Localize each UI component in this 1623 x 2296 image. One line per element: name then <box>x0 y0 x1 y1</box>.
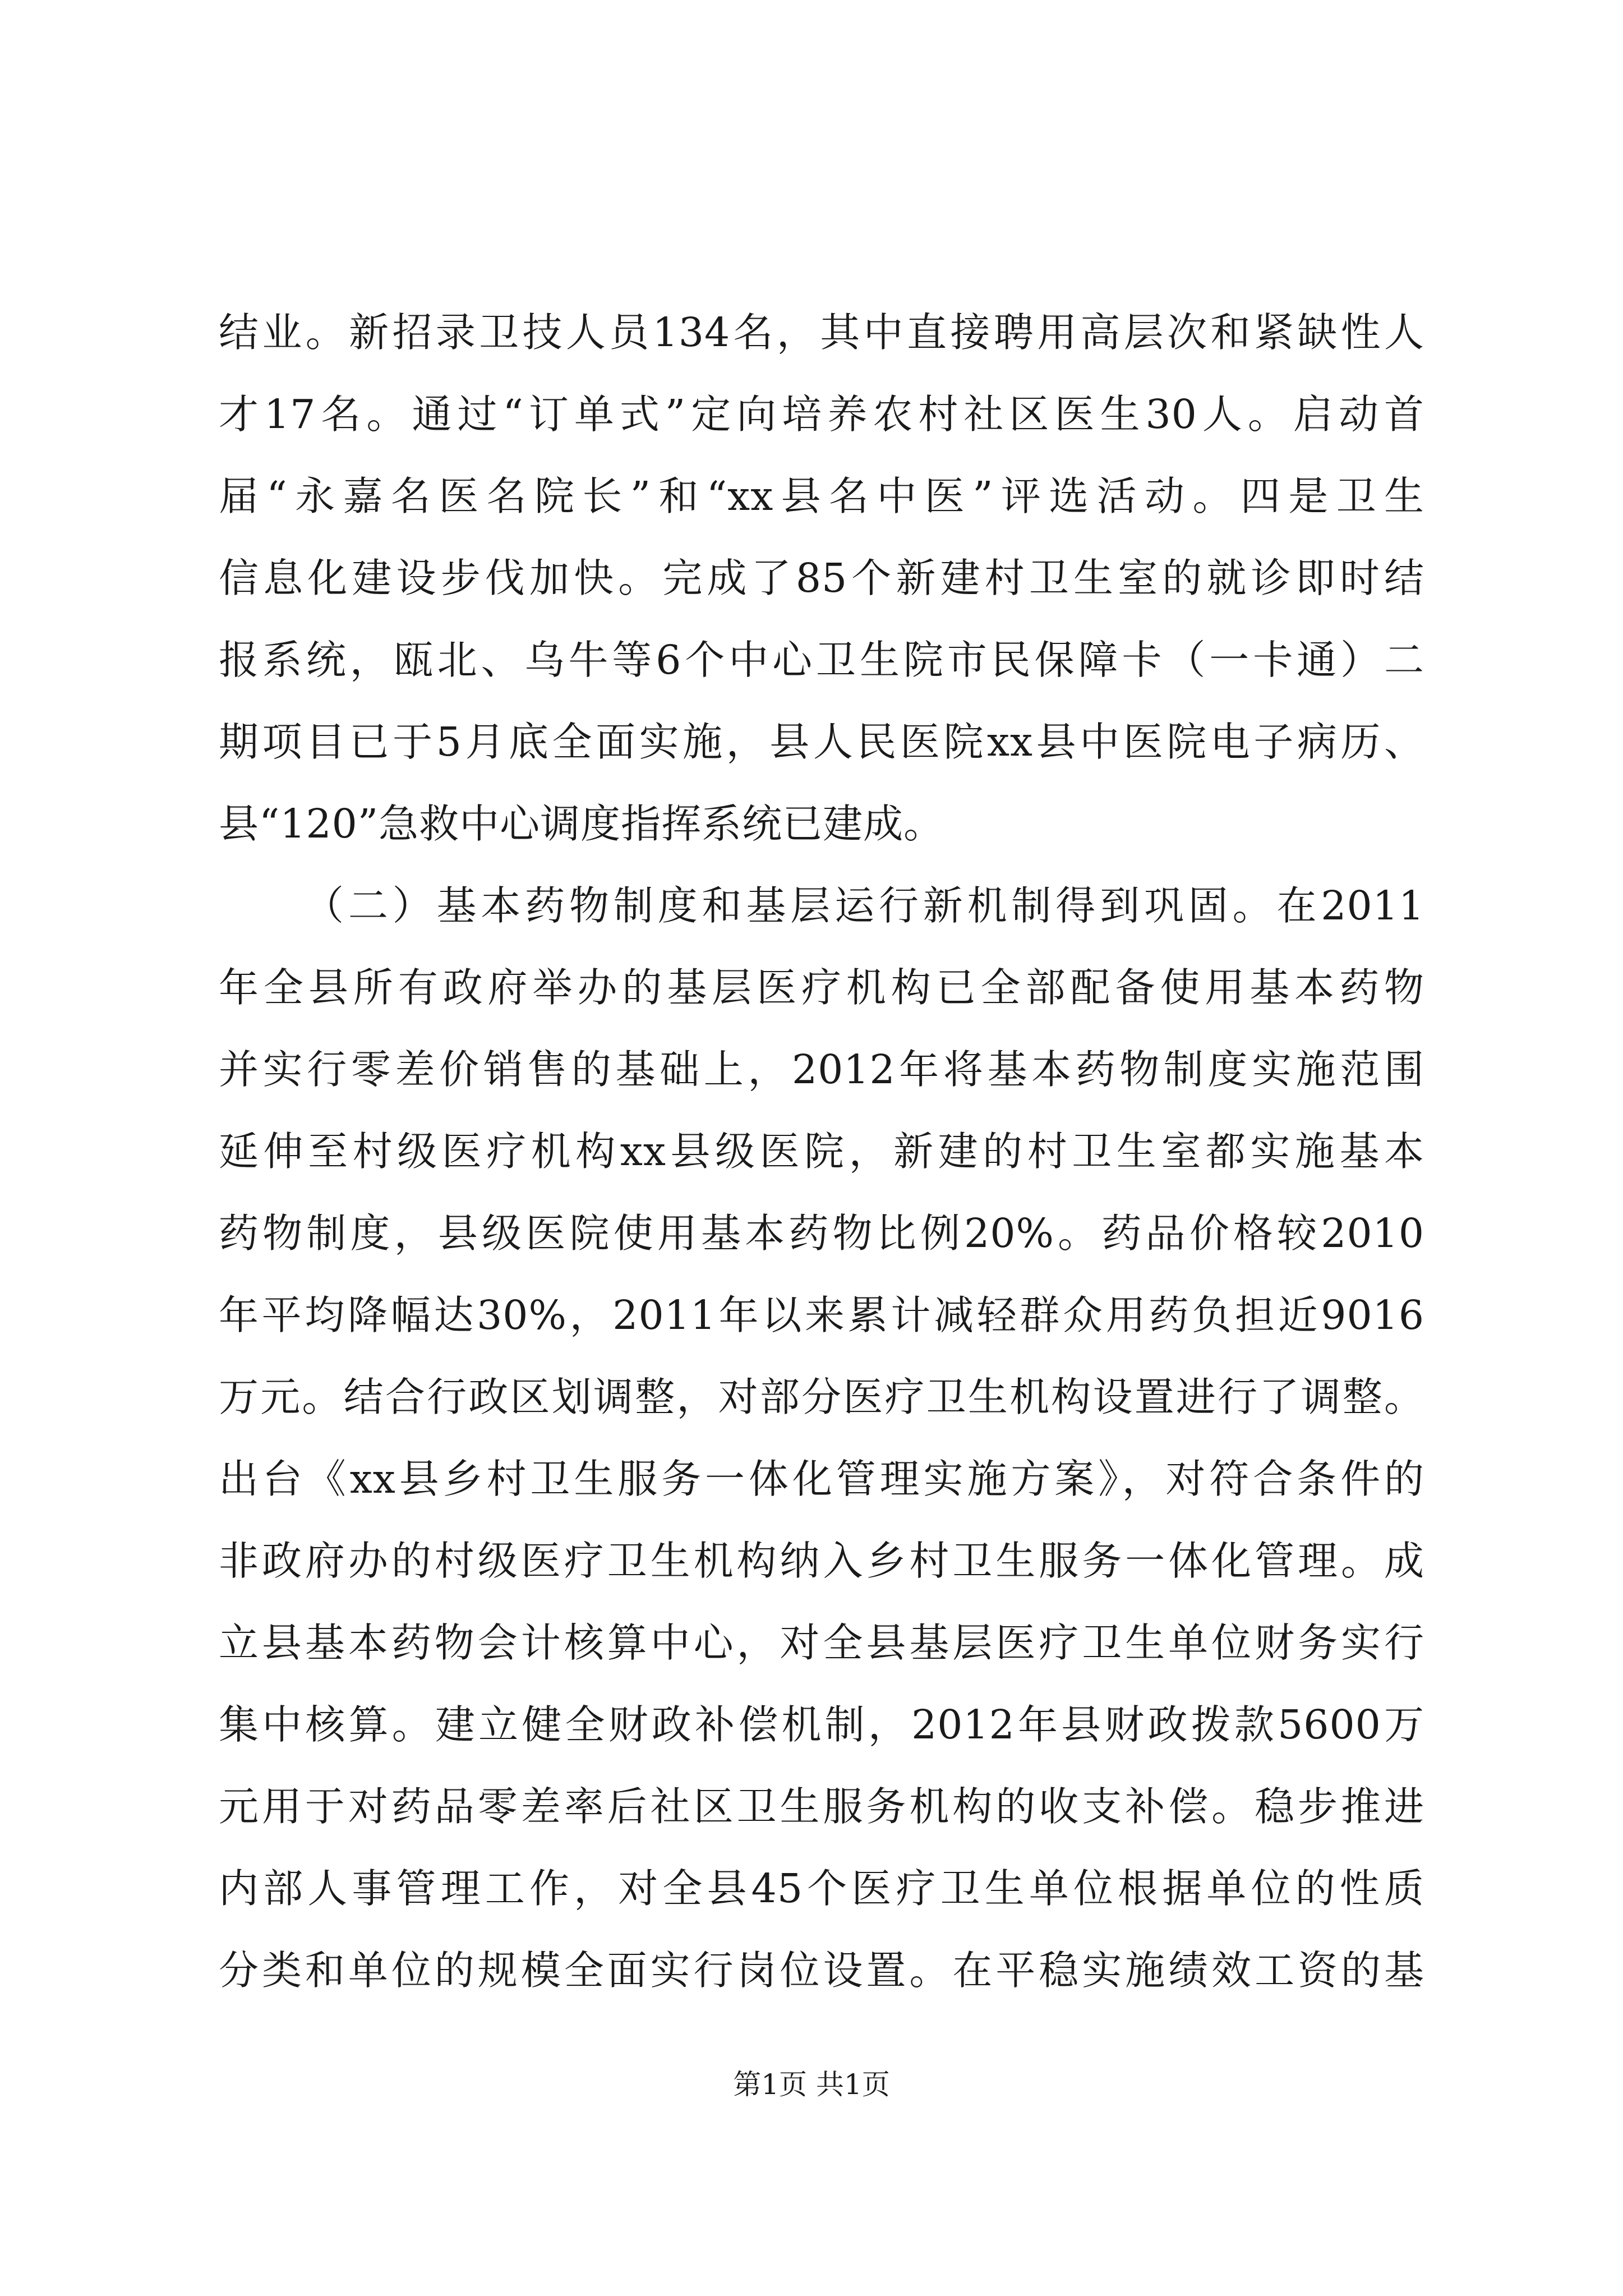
text-line: 分类和单位的规模全面实行岗位设置。在平稳实施绩效工资的基 <box>219 1947 1424 1994</box>
document-body <box>219 292 1424 2012</box>
text-line: 万元。结合行政区划调整，对部分医疗卫生机构设置进行了调整。 <box>219 1374 1424 1420</box>
text-line: 延伸至村级医疗机构xx县级医院，新建的村卫生室都实施基本 <box>219 1128 1424 1175</box>
text-line: 立县基本药物会计核算中心，对全县基层医疗卫生单位财务实行 <box>219 1619 1424 1666</box>
text-line: 非政府办的村级医疗卫生机构纳入乡村卫生服务一体化管理。成 <box>219 1538 1424 1584</box>
text-line: 年平均降幅达30%，2011年以来累计减轻群众用药负担近9016 <box>219 1292 1424 1338</box>
text-line: 才17名。通过“订单式”定向培养农村社区医生30人。启动首 <box>219 391 1424 438</box>
text-line: 信息化建设步伐加快。完成了85个新建村卫生室的就诊即时结 <box>219 555 1424 601</box>
text-line: 届“永嘉名医名院长”和“xx县名中医”评选活动。四是卫生 <box>219 473 1424 519</box>
text-line: 元用于对药品零差率后社区卫生服务机构的收支补偿。稳步推进 <box>219 1783 1424 1830</box>
page-number-label: 第1页 共1页 <box>733 2068 890 2101</box>
text-line: 结业。新招录卫技人员134名，其中直接聘用高层次和紧缺性人 <box>219 309 1424 356</box>
text-line: 药物制度，县级医院使用基本药物比例20%。药品价格较2010 <box>219 1210 1424 1257</box>
text-line: 报系统，瓯北、乌牛等6个中心卫生院市民保障卡（一卡通）二 <box>219 637 1424 683</box>
page-footer <box>0 2068 1623 2101</box>
text-line: 期项目已于5月底全面实施，县人民医院xx县中医院电子病历、 <box>219 719 1424 765</box>
text-line: 县“120”急救中心调度指挥系统已建成。 <box>219 800 944 847</box>
section-heading-line: （二）基本药物制度和基层运行新机制得到巩固。在2011 <box>304 882 1424 929</box>
text-line: 并实行零差价销售的基础上，2012年将基本药物制度实施范围 <box>219 1046 1424 1093</box>
text-line: 年全县所有政府举办的基层医疗机构已全部配备使用基本药物 <box>219 964 1424 1011</box>
text-line: 出台《xx县乡村卫生服务一体化管理实施方案》，对符合条件的 <box>219 1456 1424 1502</box>
text-line: 集中核算。建立健全财政补偿机制，2012年县财政拨款5600万 <box>219 1701 1424 1748</box>
text-line: 内部人事管理工作，对全县45个医疗卫生单位根据单位的性质 <box>219 1865 1424 1912</box>
